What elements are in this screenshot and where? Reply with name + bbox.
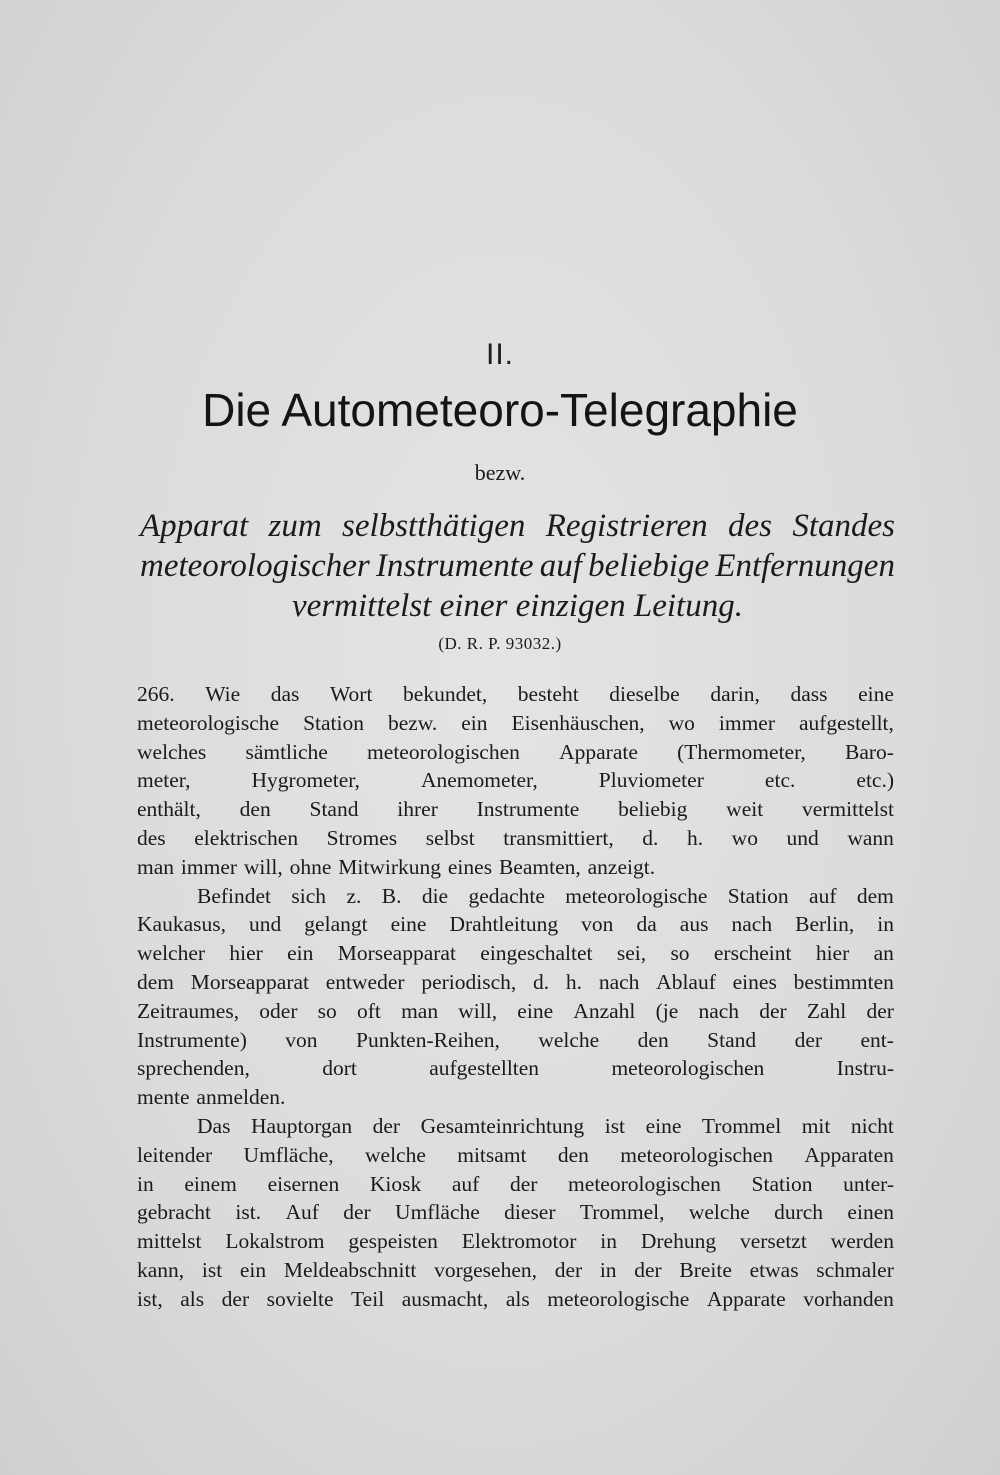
word: Ablauf	[656, 969, 716, 994]
word: bezw.	[387, 710, 438, 735]
word: eine	[858, 682, 894, 706]
word: wo	[668, 710, 695, 735]
word: Kiosk	[369, 1171, 422, 1196]
body-text	[137, 680, 894, 1314]
word: gebracht	[137, 1200, 212, 1225]
word: Baro-	[844, 739, 894, 764]
word: enthält,	[137, 797, 201, 822]
word: dem	[856, 883, 894, 908]
word: auf	[809, 883, 837, 908]
word: Punkten-Reihen,	[355, 1027, 500, 1052]
word: in	[599, 1257, 617, 1282]
word: ist	[604, 1113, 626, 1138]
word: eine	[517, 998, 554, 1023]
patent-number: (D. R. P. 93032.)	[438, 634, 562, 653]
word: will,	[243, 854, 283, 879]
word: werden	[830, 1229, 894, 1254]
subtitle	[140, 506, 895, 626]
subtitle-word: auf	[539, 548, 582, 584]
word: gespeisten	[348, 1229, 438, 1254]
word: Apparate	[559, 739, 638, 764]
word: etc.	[764, 768, 796, 793]
word: Wie	[205, 682, 241, 706]
word: Zahl	[806, 998, 847, 1023]
subtitle-line	[140, 586, 895, 626]
word: mitsamt	[457, 1142, 527, 1167]
word: in	[877, 912, 894, 937]
word: ist	[201, 1257, 223, 1282]
word: kann,	[137, 1257, 185, 1282]
word: immer	[718, 710, 775, 735]
word: schmaler	[816, 1257, 894, 1282]
word: Hygrometer,	[251, 768, 360, 793]
word: z.	[346, 883, 362, 908]
word: Teil	[351, 1286, 385, 1311]
word: (Thermometer,	[677, 739, 806, 764]
word: der	[554, 1257, 583, 1282]
text-line	[137, 680, 894, 709]
title-connector: bezw.	[474, 460, 526, 485]
word: wo	[731, 825, 758, 850]
word: nach	[731, 912, 773, 937]
text-line	[137, 1198, 894, 1227]
word: welche	[538, 1027, 600, 1052]
word: selbst	[425, 825, 475, 850]
word: sprechenden,	[137, 1056, 250, 1081]
word: als	[180, 1286, 205, 1311]
word: versetzt	[739, 1229, 807, 1254]
word: anmelden.	[196, 1085, 286, 1110]
text-line	[137, 1285, 894, 1314]
word: nach	[698, 998, 740, 1023]
word: meter,	[137, 768, 191, 793]
word: welche	[688, 1200, 750, 1225]
word: wann	[847, 825, 894, 850]
word: etc.)	[856, 768, 894, 793]
word: Instrumente)	[137, 1027, 247, 1052]
text-line	[137, 738, 894, 767]
word: welches	[137, 739, 207, 764]
word: ist,	[137, 1286, 163, 1311]
word: welcher	[137, 941, 206, 966]
word: Das	[197, 1113, 231, 1138]
word: dort	[322, 1056, 357, 1081]
word: periodisch,	[421, 969, 517, 994]
subtitle-word: meteorologischer	[140, 548, 370, 584]
word: den	[557, 1142, 589, 1167]
word: mit	[801, 1113, 831, 1138]
word: besteht	[517, 682, 579, 706]
word: beliebig	[618, 797, 688, 822]
text-line	[137, 824, 894, 853]
word: Instru-	[836, 1056, 894, 1081]
word: der	[509, 1171, 538, 1196]
text-line	[137, 1256, 894, 1285]
word: aus	[679, 912, 709, 937]
word: oder	[259, 998, 298, 1023]
word: Auf	[285, 1200, 319, 1225]
word: Morseapparat	[190, 969, 309, 994]
text-line	[137, 968, 894, 997]
word: Kaukasus,	[137, 912, 226, 937]
chapter-title: Die Autometeoro-Telegraphie	[202, 384, 798, 436]
word: Meldeabschnitt	[283, 1257, 417, 1282]
word: gedachte	[468, 883, 545, 908]
word: (je	[655, 998, 679, 1023]
word: Lokalstrom	[225, 1229, 325, 1254]
word: aufgestellten	[429, 1056, 540, 1081]
word: ein	[239, 1257, 267, 1282]
text-line	[137, 997, 894, 1026]
word: dieser	[504, 1200, 556, 1225]
subtitle-word: beliebige	[588, 548, 710, 584]
word: Stand	[309, 797, 359, 822]
word: weit	[726, 797, 764, 822]
word: Stand	[707, 1027, 757, 1052]
word: d.	[533, 969, 550, 994]
word: der	[759, 998, 787, 1023]
word: so	[670, 941, 690, 966]
subtitle-word: Standes	[792, 508, 895, 544]
word: meteorologische	[137, 710, 280, 735]
word: vorhanden	[803, 1286, 894, 1311]
word: meteorologische	[565, 883, 708, 908]
word: hier	[229, 941, 263, 966]
word: ist.	[235, 1200, 262, 1225]
word: meteorologischen	[620, 1142, 774, 1167]
word: hier	[815, 941, 850, 966]
word: oft	[356, 998, 381, 1023]
word: so	[317, 998, 337, 1023]
word: Gesamteinrichtung	[420, 1113, 585, 1138]
word: einem	[184, 1171, 237, 1196]
word: nicht	[850, 1113, 894, 1138]
word: und	[786, 825, 819, 850]
word: dem	[137, 969, 175, 994]
text-line	[137, 1054, 894, 1083]
word: erscheint	[713, 941, 792, 966]
word: Umfläche,	[243, 1142, 334, 1167]
word: Beamten,	[498, 854, 581, 879]
word: welche	[365, 1142, 426, 1167]
subtitle-word: vermittelst einer einzigen Leitung.	[292, 588, 743, 624]
word: vermittelst	[801, 797, 894, 822]
word: Trommel	[701, 1113, 782, 1138]
word: sovielte	[266, 1286, 334, 1311]
word: entweder	[325, 969, 405, 994]
word: den	[637, 1027, 669, 1052]
word: unter-	[843, 1171, 894, 1196]
subtitle-word: Apparat	[140, 508, 249, 544]
word: dieselbe	[609, 682, 680, 706]
word: sämtliche	[245, 739, 328, 764]
word: an	[873, 941, 894, 966]
word: meteorologische	[547, 1286, 690, 1311]
word: Hauptorgan	[250, 1113, 353, 1138]
word: meteorologischen	[568, 1171, 721, 1196]
word: Station	[727, 883, 789, 908]
chapter-number: II.	[485, 338, 514, 371]
word: eingeschaltet	[480, 941, 593, 966]
word: durch	[774, 1200, 824, 1225]
word: ihrer	[397, 797, 438, 822]
word: d.	[642, 825, 659, 850]
word: da	[636, 912, 657, 937]
subtitle-word: Entfernungen	[715, 548, 895, 584]
word: transmittiert,	[503, 825, 614, 850]
word: der	[221, 1286, 250, 1311]
word: Wort	[329, 682, 373, 706]
word: aufgestellt,	[798, 710, 894, 735]
subtitle-word: selbstthätigen	[342, 508, 526, 544]
word: vorgesehen,	[434, 1257, 537, 1282]
word: anzeigt.	[587, 854, 656, 879]
subtitle-word: Instrumente	[375, 548, 534, 584]
word: einen	[847, 1200, 894, 1225]
subtitle-word: des	[727, 508, 772, 544]
text-line	[137, 1026, 894, 1055]
text-line	[137, 939, 894, 968]
text-line	[137, 1112, 894, 1141]
word: Stromes	[326, 825, 398, 850]
word: ausmacht,	[401, 1286, 489, 1311]
word: eine	[390, 912, 427, 937]
word: meteorologischen	[611, 1056, 765, 1081]
word: Pluviometer	[598, 768, 704, 793]
text-line	[137, 853, 894, 882]
word: der	[866, 998, 894, 1023]
word: Anemometer,	[420, 768, 538, 793]
word: Morseapparat	[337, 941, 456, 966]
word: dass	[790, 682, 828, 706]
word: Berlin,	[795, 912, 855, 937]
word: bekundet,	[403, 682, 488, 706]
word: Befindet	[197, 883, 272, 908]
word: der	[372, 1113, 401, 1138]
word: leitender	[137, 1142, 213, 1167]
word: B.	[381, 883, 402, 908]
text-line	[137, 766, 894, 795]
word: Elektromotor	[461, 1229, 577, 1254]
text-line	[137, 709, 894, 738]
word: darin,	[710, 682, 760, 706]
word: Instrumente	[476, 797, 580, 822]
word: eines	[447, 854, 493, 879]
word: eines	[732, 969, 777, 994]
word: Breite	[679, 1257, 732, 1282]
text-line	[137, 1141, 894, 1170]
word: h.	[565, 969, 583, 994]
subtitle-word: zum	[268, 508, 322, 544]
word: Apparaten	[804, 1142, 894, 1167]
word: Drahtleitung	[449, 912, 559, 937]
word: sei,	[616, 941, 647, 966]
word: auf	[451, 1171, 480, 1196]
word: den	[239, 797, 271, 822]
word: ein	[287, 941, 314, 966]
word: ein	[461, 710, 488, 735]
word: gelangt	[304, 912, 368, 937]
text-line	[137, 882, 894, 911]
word: der	[794, 1027, 823, 1052]
word: Station	[751, 1171, 813, 1196]
word: immer	[180, 854, 238, 879]
text-line	[137, 795, 894, 824]
word: und	[249, 912, 282, 937]
word: Anzahl	[573, 998, 636, 1023]
word: bestimmten	[793, 969, 894, 994]
subtitle-word: Registrieren	[545, 508, 708, 544]
word: in	[600, 1229, 617, 1254]
word: von	[285, 1027, 318, 1052]
word: Trommel,	[579, 1200, 665, 1225]
word: man	[137, 854, 175, 879]
word: elektrischen	[194, 825, 299, 850]
word: Station	[303, 710, 364, 735]
word: ent-	[860, 1027, 894, 1052]
word: 266.	[137, 682, 175, 706]
subtitle-line	[140, 546, 895, 586]
word: der	[634, 1257, 662, 1282]
word: als	[505, 1286, 530, 1311]
word: h.	[686, 825, 704, 850]
word: mittelst	[137, 1229, 202, 1254]
text-line	[137, 910, 894, 939]
word: nach	[598, 969, 640, 994]
word: eine	[645, 1113, 682, 1138]
word: Zeitraumes,	[137, 998, 240, 1023]
word: Apparate	[706, 1286, 786, 1311]
word: das	[270, 682, 300, 706]
word: mente	[137, 1085, 190, 1110]
word: eisernen	[267, 1171, 340, 1196]
subtitle-line	[140, 506, 895, 546]
word: Eisenhäuschen,	[511, 710, 645, 735]
word: meteorologischen	[367, 739, 520, 764]
word: die	[421, 883, 449, 908]
word: will,	[458, 998, 498, 1023]
word: Drehung	[640, 1229, 717, 1254]
word: etwas	[749, 1257, 799, 1282]
word: Umfläche	[395, 1200, 480, 1225]
word: von	[581, 912, 614, 937]
text-line	[137, 1227, 894, 1256]
word: in	[137, 1171, 154, 1196]
word: sich	[291, 883, 327, 908]
word: ohne	[289, 854, 332, 879]
word: Mitwirkung	[338, 854, 442, 879]
text-line	[137, 1170, 894, 1199]
text-line	[137, 1083, 894, 1112]
word: des	[137, 825, 166, 850]
word: man	[401, 998, 439, 1023]
word: der	[343, 1200, 371, 1225]
